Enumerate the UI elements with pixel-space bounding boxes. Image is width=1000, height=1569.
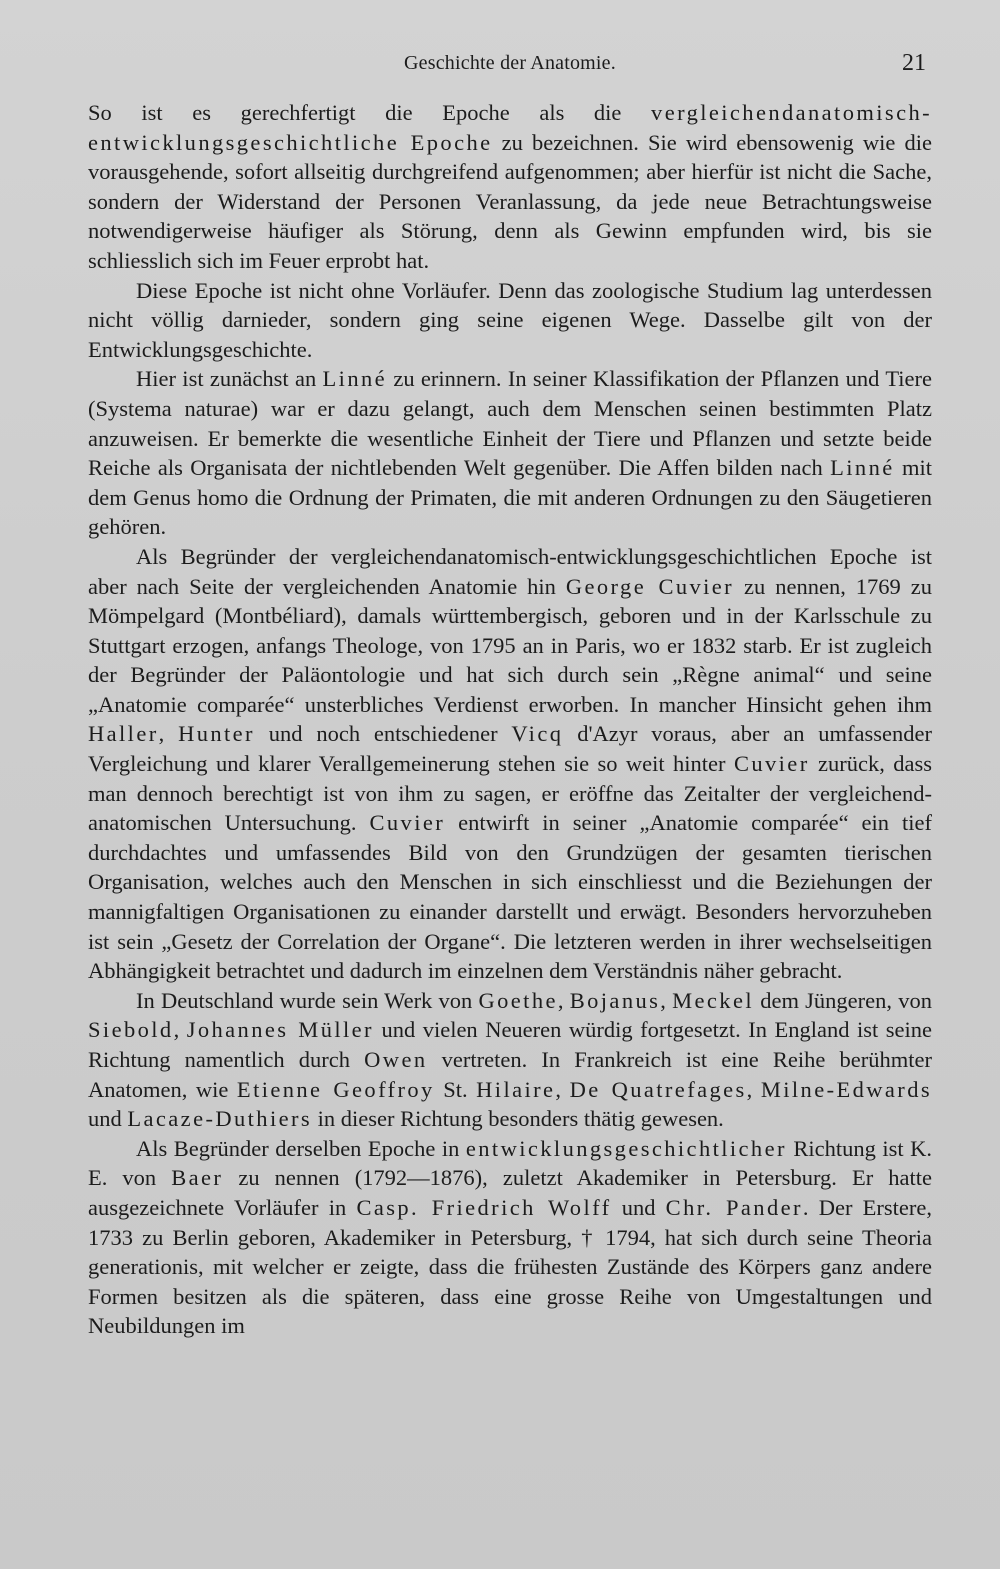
spaced-name: Goethe <box>478 987 558 1013</box>
text-run: , <box>660 987 673 1013</box>
text-run: , <box>158 721 179 747</box>
text-run: So ist es gerechfertigt die Epoche als die <box>88 100 652 125</box>
spaced-name: Owen <box>364 1047 428 1072</box>
paragraph <box>88 364 932 542</box>
text-run: d'Azyr voraus, aber an umfassender Vergleichung und klarer Verallgemeinerung stehen sie so weit hinter <box>88 721 932 777</box>
text-run: zu erinnern. In seiner Klassifikation der Pflanzen und Tiere (Systema naturae) war er dazu gelangt, auch dem Menschen seinen bestimmten Platz anzuweisen. Er bemerkte die wesentliche Einheit der Tiere und Pflanzen und setzte beide Reiche als Organisata der nichtlebenden Welt gegenüber. Die Affen bilden nach <box>88 366 932 481</box>
paragraph <box>88 986 932 1134</box>
spaced-name: Meckel <box>672 987 754 1013</box>
spaced-name: Lacaze-Duthiers <box>127 1106 313 1132</box>
text-run: in dieser Richtung besonders thätig gewesen. <box>312 1106 724 1132</box>
text-run: . Der Erstere, 1733 zu Berlin geboren, Akademiker in Petersburg, † 1794, hat sich durch seine Theoria generationis, mit welcher er zeigte, dass die frühesten Zustände des Körpers ganz andere Formen besitzen als die späteren, dass eine grosse Reihe von Umgestaltungen und Neubildungen im <box>88 1194 933 1339</box>
body-text <box>88 98 932 1341</box>
text-run: vertreten. In Frankreich ist eine Reihe berühmter Anatomen, wie <box>88 1047 932 1102</box>
text-run: entwirft in seiner „Anatomie comparée“ ein tief durchdachtes und umfassendes Bild von den Grundzügen der gesamten tierischen Organisation, welches auch den Menschen in sich einschliesst und die Beziehungen der mannigfaltigen Organisationen zu einander darstellt und erwägt. Besonders hervorzuheben ist sein „Gesetz der Correlation der Organe“. Die letzteren werden in ihrer wechselseitigen Abhängigkeit betrachtet und dadurch im einzelnen dem Verständnis näher gebracht. <box>88 810 932 984</box>
text-run: und <box>611 1194 666 1220</box>
paragraph <box>88 542 932 986</box>
running-title: Geschichte der Anatomie. <box>404 52 616 74</box>
spaced-name: Haller <box>88 721 159 747</box>
text-run: , <box>555 1076 570 1102</box>
spaced-name: Linné <box>830 455 895 481</box>
text-run: mit dem Genus homo die Ordnung der Primaten, die mit anderen Ordnungen zu den Säugetieren gehören. <box>88 455 932 540</box>
spaced-name: Siebold <box>88 1017 174 1043</box>
spaced-name: Cuvier <box>733 751 810 777</box>
spaced-name: Cuvier <box>369 810 446 836</box>
spaced-name: Hunter <box>178 721 255 747</box>
spaced-name: Baer <box>171 1165 224 1191</box>
text-run: zu nennen (1792—1876), zuletzt Akademiker in Petersburg. Er hatte ausgezeichnete Vorläufer in <box>88 1165 932 1220</box>
text-run: zu bezeichnen. Sie wird ebensowenig wie die vorausgehende, sofort allseitig durchgreifend aufgenommen; aber hierfür ist nicht die Sache, sondern der Widerstand der Personen Veranlassung, da jede neue Betrachtungsweise notwendigerweise häufiger als Störung, denn als Gewinn empfunden wird, bis sie schliesslich sich im Feuer erprobt hat. <box>88 129 933 273</box>
paragraph <box>88 1134 932 1341</box>
spaced-name: Etienne Geoffroy <box>236 1076 435 1102</box>
text-run: Als Begründer der vergleichendanatomisch-entwicklungsgeschichtlichen Epoche ist aber nach Seite der vergleichenden Anatomie hin <box>88 543 932 599</box>
text-run: In Deutschland wurde sein Werk von <box>136 987 479 1013</box>
text-run: zurück, dass man dennoch berechtigt ist von ihm zu sagen, er eröffne das Zeitalter der vergleichend-anatomischen Untersuchung. <box>88 751 933 836</box>
text-run: zu nennen, 1769 zu Mömpelgard (Montbéliard), damals württembergisch, geboren und in der Karlsschule zu Stuttgart erzogen, anfangs Theologe, von 1795 an in Paris, wo er 1832 starb. Er ist zugleich der Begründer der Paläontologie und hat sich durch sein „Règne animal“ und seine „Anatomie comparée“ unsterbliches Verdienst erworben. In mancher Hinsicht gehen ihm <box>88 573 932 717</box>
spaced-name: vergleichendanatomisch-entwicklungsgeschichtliche Epoche <box>88 100 932 155</box>
paragraph <box>88 276 932 365</box>
text-run: , <box>746 1076 761 1102</box>
spaced-name: Vicq <box>511 721 564 747</box>
text-run: und vielen Neueren würdig fortgesetzt. In England ist seine Richtung namentlich durch <box>88 1017 932 1072</box>
text-run: dem Jüngeren, von <box>754 987 932 1013</box>
spaced-name: Johannes Müller <box>186 1017 374 1043</box>
text-run: Diese Epoche ist nicht ohne Vorläufer. Denn das zoologische Studium lag unterdessen nicht völlig darnieder, sondern ging seine eigenen Wege. Dasselbe gilt von der Entwicklungsgeschichte. <box>88 277 932 362</box>
page-header <box>88 52 932 82</box>
paragraph <box>88 98 932 276</box>
text-run: Hier ist zunächst an <box>136 366 323 392</box>
text-run: Als Begründer derselben Epoche in <box>136 1135 466 1161</box>
text-run: und <box>88 1106 128 1132</box>
spaced-name: Linné <box>322 366 388 392</box>
spaced-name: Bojanus <box>569 987 661 1013</box>
spaced-name: entwicklungsgeschichtlicher <box>465 1135 787 1161</box>
spaced-name: George Cuvier <box>565 573 735 599</box>
text-run: St. <box>434 1076 477 1102</box>
spaced-name: Casp. Friedrich Wolff <box>356 1194 612 1220</box>
spaced-name: Hilaire <box>476 1076 556 1102</box>
text-run: Richtung ist K. E. von <box>88 1135 932 1191</box>
spaced-name: Chr. Pander <box>665 1194 803 1220</box>
text-run: und noch entschiedener <box>254 721 512 747</box>
spaced-name: De Quatrefages <box>569 1076 747 1102</box>
text-run: , <box>173 1017 187 1043</box>
page-number: 21 <box>902 50 926 76</box>
text-run: , <box>557 987 570 1013</box>
spaced-name: Milne-Edwards <box>760 1076 933 1102</box>
